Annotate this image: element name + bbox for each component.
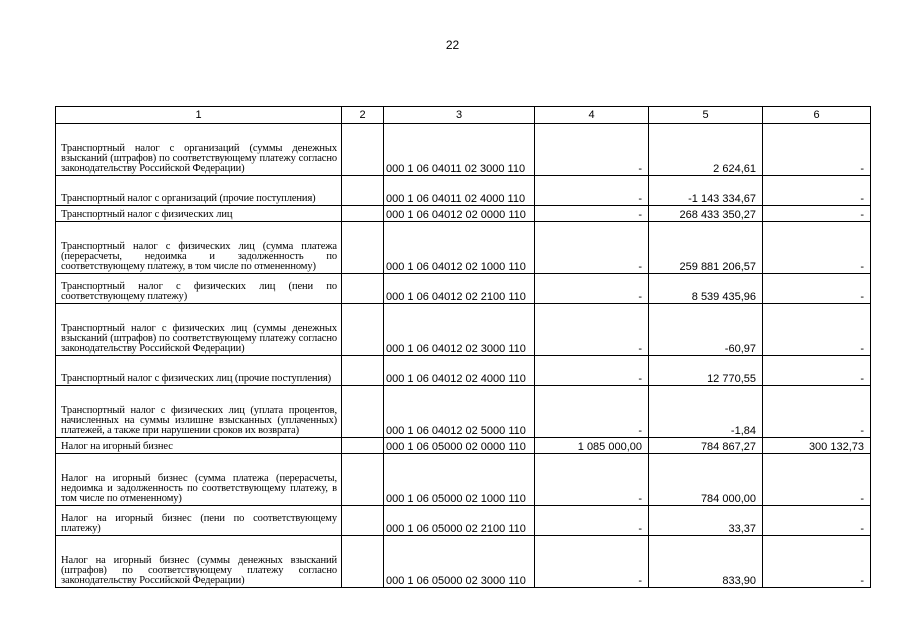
header-col-1: 1 — [56, 107, 342, 124]
row-plan: 1 085 000,00 — [535, 438, 649, 454]
row-code: 000 1 06 05000 02 1000 110 — [384, 454, 535, 506]
row-col2 — [342, 206, 384, 222]
row-plan: - — [535, 124, 649, 176]
row-col2 — [342, 304, 384, 356]
row-name: Транспортный налог с физических лиц (сумма платежа (перерасчеты, недоимка и задолженность по соответствующему платежу, в том числе по отмененному) — [56, 222, 342, 274]
row-name: Транспортный налог с физических лиц (уплата процентов, начисленных на суммы излишне взысканных (уплаченных) платежей, а также при нарушении сроков их возврата) — [56, 386, 342, 438]
row-actual: 268 433 350,27 — [649, 206, 763, 222]
header-col-3: 3 — [384, 107, 535, 124]
row-plan: - — [535, 386, 649, 438]
row-col6: - — [763, 304, 871, 356]
row-code: 000 1 06 04012 02 2100 110 — [384, 274, 535, 304]
row-col6: - — [763, 536, 871, 588]
row-name: Транспортный налог с физических лиц (прочие поступления) — [56, 356, 342, 386]
row-col2 — [342, 124, 384, 176]
row-name: Транспортный налог с физических лиц (пени по соответствующему платежу) — [56, 274, 342, 304]
table-row — [56, 356, 871, 386]
row-code: 000 1 06 04011 02 3000 110 — [384, 124, 535, 176]
row-col2 — [342, 438, 384, 454]
table-row — [56, 536, 871, 588]
table-row — [56, 304, 871, 356]
table-row — [56, 206, 871, 222]
row-plan: - — [535, 356, 649, 386]
row-actual: 2 624,61 — [649, 124, 763, 176]
row-actual: -1 143 334,67 — [649, 176, 763, 206]
row-plan: - — [535, 304, 649, 356]
row-actual: 784 000,00 — [649, 454, 763, 506]
header-col-5: 5 — [649, 107, 763, 124]
table-row — [56, 124, 871, 176]
row-actual: 8 539 435,96 — [649, 274, 763, 304]
row-plan: - — [535, 222, 649, 274]
row-name: Налог на игорный бизнес (пени по соответствующему платежу) — [56, 506, 342, 536]
row-col2 — [342, 386, 384, 438]
row-name: Налог на игорный бизнес — [56, 438, 342, 454]
table-row — [56, 454, 871, 506]
row-col6: 300 132,73 — [763, 438, 871, 454]
row-name: Транспортный налог с организаций (суммы денежных взысканий (штрафов) по соответствующему платежу согласно законодательству Российской Федерации) — [56, 124, 342, 176]
row-actual: 259 881 206,57 — [649, 222, 763, 274]
row-col2 — [342, 176, 384, 206]
row-col6: - — [763, 386, 871, 438]
row-col2 — [342, 274, 384, 304]
row-col2 — [342, 356, 384, 386]
table-row — [56, 176, 871, 206]
row-col6: - — [763, 454, 871, 506]
header-col-4: 4 — [535, 107, 649, 124]
row-actual: -60,97 — [649, 304, 763, 356]
row-col6: - — [763, 124, 871, 176]
row-col6: - — [763, 222, 871, 274]
row-col6: - — [763, 274, 871, 304]
row-code: 000 1 06 04012 02 5000 110 — [384, 386, 535, 438]
row-name: Транспортный налог с физических лиц — [56, 206, 342, 222]
row-plan: - — [535, 206, 649, 222]
row-code: 000 1 06 05000 02 2100 110 — [384, 506, 535, 536]
row-actual: 833,90 — [649, 536, 763, 588]
header-col-6: 6 — [763, 107, 871, 124]
row-code: 000 1 06 04011 02 4000 110 — [384, 176, 535, 206]
row-plan: - — [535, 536, 649, 588]
row-col6: - — [763, 356, 871, 386]
row-actual: 12 770,55 — [649, 356, 763, 386]
row-actual: 33,37 — [649, 506, 763, 536]
page-number: 22 — [445, 38, 460, 52]
row-plan: - — [535, 506, 649, 536]
revenue-table — [55, 106, 871, 588]
row-col2 — [342, 222, 384, 274]
row-name: Налог на игорный бизнес (сумма платежа (перерасчеты, недоимка и задолженность по соответствующему платежу, в том числе по отмененному) — [56, 454, 342, 506]
row-col6: - — [763, 176, 871, 206]
row-code: 000 1 06 04012 02 1000 110 — [384, 222, 535, 274]
row-code: 000 1 06 04012 02 0000 110 — [384, 206, 535, 222]
row-actual: -1,84 — [649, 386, 763, 438]
row-code: 000 1 06 05000 02 3000 110 — [384, 536, 535, 588]
row-name: Транспортный налог с физических лиц (суммы денежных взысканий (штрафов) по соответствующему платежу согласно законодательству Российской Федерации) — [56, 304, 342, 356]
row-col2 — [342, 506, 384, 536]
table-row — [56, 506, 871, 536]
row-plan: - — [535, 454, 649, 506]
row-code: 000 1 06 04012 02 3000 110 — [384, 304, 535, 356]
table-row — [56, 274, 871, 304]
table-header-row — [56, 107, 871, 124]
table-row — [56, 386, 871, 438]
row-plan: - — [535, 274, 649, 304]
row-actual: 784 867,27 — [649, 438, 763, 454]
row-col6: - — [763, 506, 871, 536]
table-row — [56, 222, 871, 274]
row-col6: - — [763, 206, 871, 222]
header-col-2: 2 — [342, 107, 384, 124]
row-col2 — [342, 536, 384, 588]
row-name: Налог на игорный бизнес (суммы денежных взысканий (штрафов) по соответствующему платежу согласно законодательству Российской Федерации) — [56, 536, 342, 588]
row-name: Транспортный налог с организаций (прочие поступления) — [56, 176, 342, 206]
row-col2 — [342, 454, 384, 506]
row-plan: - — [535, 176, 649, 206]
table-row — [56, 438, 871, 454]
row-code: 000 1 06 04012 02 4000 110 — [384, 356, 535, 386]
row-code: 000 1 06 05000 02 0000 110 — [384, 438, 535, 454]
